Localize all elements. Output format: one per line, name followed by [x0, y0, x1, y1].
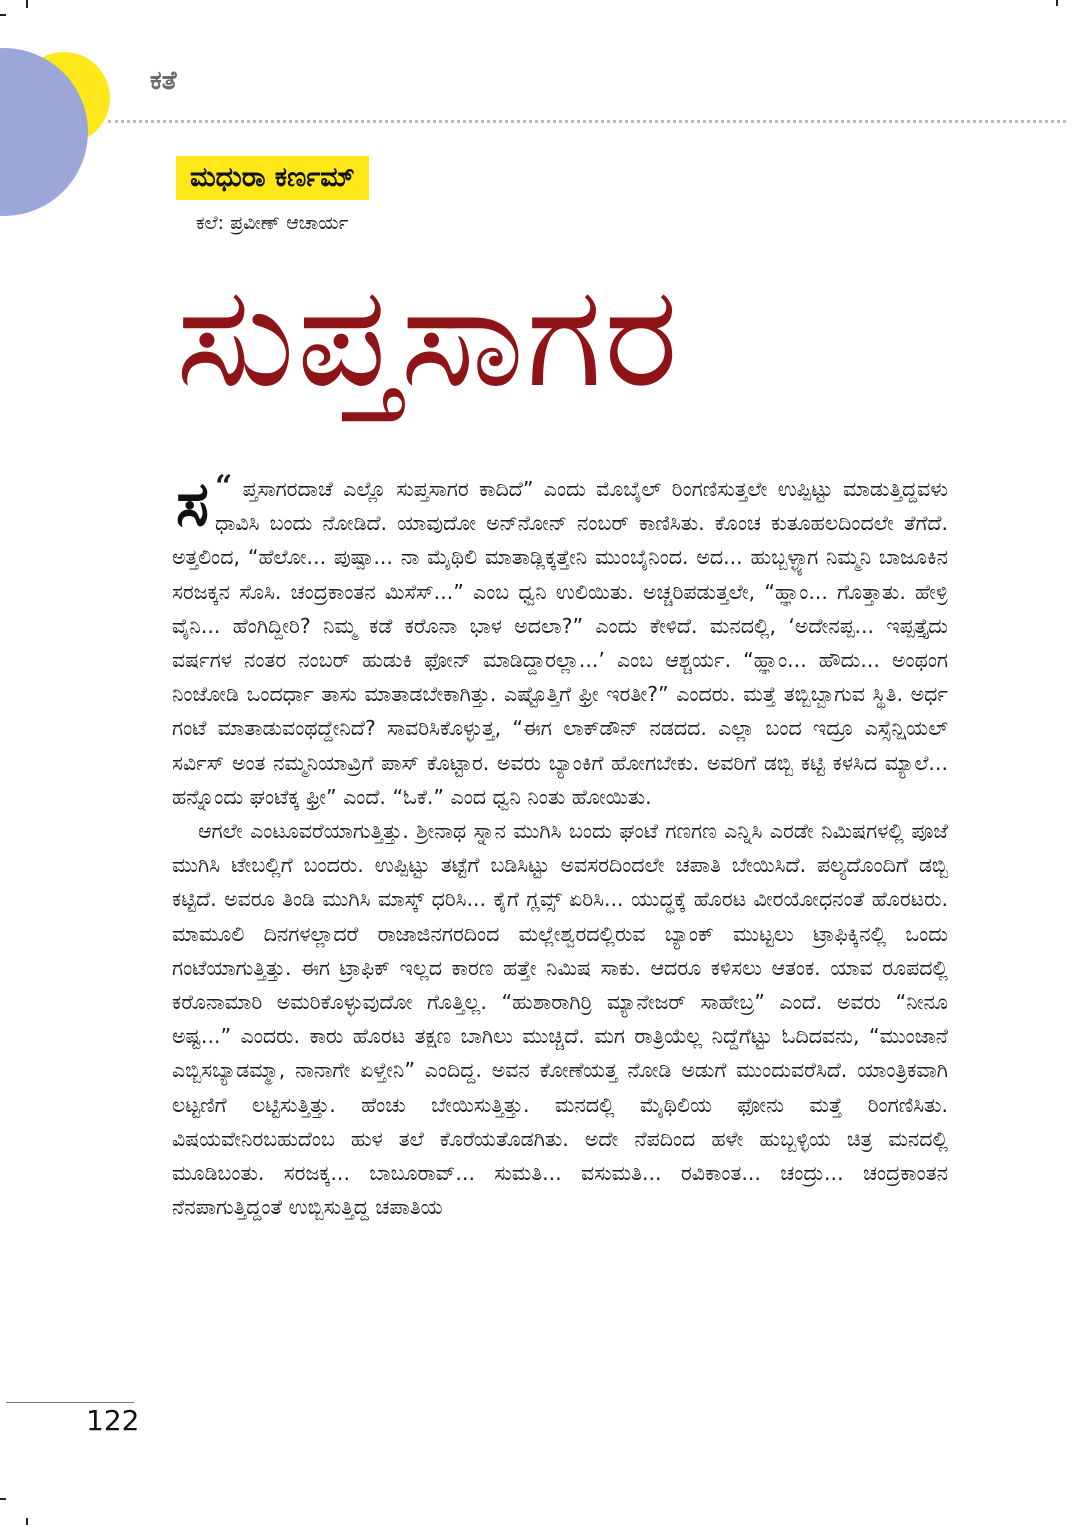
artist-credit: ಕಲೆ: ಪ್ರವೀಣ್ ಆಚಾರ್ಯ — [196, 212, 349, 234]
section-label: ಕತೆ — [150, 66, 177, 96]
crop-mark-top-right — [1056, 0, 1058, 6]
drop-cap: ಸ — [176, 467, 209, 540]
crop-mark-top — [26, 0, 28, 8]
page-number: 122 — [86, 1404, 140, 1437]
crop-mark-bottom — [26, 1518, 28, 1525]
paragraph-1 — [172, 467, 948, 814]
author-name: ಮಧುರಾ ಕರ್ಣಮ್ — [176, 156, 369, 200]
footer-rule — [6, 1402, 134, 1403]
story-body — [172, 467, 948, 1224]
opening-quote: “ — [214, 469, 233, 504]
story-title: ಸುಪ್ತಸಾಗರ — [176, 256, 681, 419]
crop-mark-bottom-left — [0, 1498, 6, 1500]
paragraph-2: ಆಗಲೇ ಎಂಟೂವರೆಯಾಗುತ್ತಿತ್ತು. ಶ್ರೀನಾಥ ಸ್ನಾನ ಮುಗಿಸಿ ಬಂದು ಘಂಟೆ ಗಣಗಣ ಎನ್ನಿಸಿ ಎರಡೇ ನಿಮಿಷಗಳಲ್ಲಿ ಪೂಜೆ ಮುಗಿಸಿ ಟೇಬಲ್ಲಿಗೆ ಬಂದರು. ಉಪ್ಪಿಟ್ಟು ತಟ್ಟೆಗೆ ಬಡಿಸಿಟ್ಟು ಅವಸರದಿಂದಲೇ ಚಪಾತಿ ಬೇಯಿಸಿದೆ. ಪಲ್ಯದೊಂದಿಗೆ ಡಬ್ಬಿ ಕಟ್ಟಿದೆ. ಅವರೂ ತಿಂಡಿ ಮುಗಿಸಿ ಮಾಸ್ಕ್ ಧರಿಸಿ... ಕೈಗೆ ಗ್ಲವ್ಸ್ ಏರಿಸಿ... ಯುದ್ಧಕ್ಕೆ ಹೊರಟ ವೀರಯೋಧನಂತೆ ಹೊರಟರು. ಮಾಮೂಲಿ ದಿನಗಳಲ್ಲಾದರೆ ರಾಜಾಜಿನಗರದಿಂದ ಮಲ್ಲೇಶ್ವರದಲ್ಲಿರುವ ಬ್ಯಾಂಕ್ ಮುಟ್ಟಲು ಟ್ರಾಫಿಕ್ಕಿನಲ್ಲಿ ಒಂದು ಗಂಟೆಯಾಗುತ್ತಿತ್ತು. ಈಗ ಟ್ರಾಫಿಕ್ ಇಲ್ಲದ ಕಾರಣ ಹತ್ತೇ ನಿಮಿಷ ಸಾಕು. ಆದರೂ ಕಳಿಸಲು ಆತಂಕ. ಯಾವ ರೂಪದಲ್ಲಿ ಕರೊನಾಮಾರಿ ಅಮರಿಕೊಳ್ಳುವುದೋ ಗೊತ್ತಿಲ್ಲ. “ಹುಶಾರಾಗಿರ್ರಿ ಮ್ಯಾನೇಜರ್ ಸಾಹೇಬ್ರ” ಎಂದೆ. ಅವರು “ನೀನೂ ಅಷ್ಟ...” ಎಂದರು. ಕಾರು ಹೊರಟ ತಕ್ಷಣ ಬಾಗಿಲು ಮುಚ್ಚಿದೆ. ಮಗ ರಾತ್ರಿಯೆಲ್ಲ ನಿದ್ದೆಗೆಟ್ಟು ಓದಿದವನು, “ಮುಂಜಾನೆ ಎಬ್ಬಿಸಬ್ಯಾಡಮ್ಮಾ, ನಾನಾಗೇ ಏಳ್ತೇನಿ” ಎಂದಿದ್ದ. ಅವನ ಕೋಣೆಯತ್ತ ನೋಡಿ ಅಡುಗೆ ಮುಂದುವರೆಸಿದೆ. ಯಾಂತ್ರಿಕವಾಗಿ ಲಟ್ಟಣಿಗೆ ಲಟ್ಟಿಸುತ್ತಿತ್ತು. ಹೆಂಚು ಬೇಯಿಸುತ್ತಿತ್ತು. ಮನದಲ್ಲಿ ಮೈಥಿಲಿಯ ಫೋನು ಮತ್ತೆ ರಿಂಗಣಿಸಿತು. ವಿಷಯವೇನಿರಬಹುದೆಂಬ ಹುಳ ತಲೆ ಕೊರೆಯತೊಡಗಿತು. ಅದೇ ನೆಪದಿಂದ ಹಳೇ ಹುಬ್ಬಳ್ಳಿಯ ಚಿತ್ರ ಮನದಲ್ಲಿ ಮೂಡಿಬಂತು. ಸರಜಕ್ಕ... ಬಾಬೂರಾವ್... ಸುಮತಿ... ವಸುಮತಿ... ರವಿಕಾಂತ... ಚಂದ್ರು... ಚಂದ್ರಕಾಂತನ ನೆನಪಾಗುತ್ತಿದ್ದಂತೆ ಉಬ್ಬಿಸುತ್ತಿದ್ದ ಚಪಾತಿಯ — [172, 819, 948, 1220]
decorative-circles — [0, 0, 200, 220]
header-divider — [108, 120, 1066, 123]
crop-mark-top-left — [0, 14, 6, 16]
paragraph-text: ಪ್ತಸಾಗರದಾಚೆ ಎಲ್ಲೊ ಸುಪ್ತಸಾಗರ ಕಾದಿದೆ” ಎಂದು ಮೊಬೈಲ್ ರಿಂಗಣಿಸುತ್ತಲೇ ಉಪ್ಪಿಟ್ಟು ಮಾಡುತ್ತಿದ್ದವಳು ಧಾವಿಸಿ ಬಂದು ನೋಡಿದೆ. ಯಾವುದೋ ಅನ್‌ನೋನ್ ನಂಬರ್ ಕಾಣಿಸಿತು. ಕೊಂಚ ಕುತೂಹಲದಿಂದಲೇ ತೆಗೆದೆ. ಅತ್ತಲಿಂದ, “ಹೆಲೋ... ಪುಷ್ಪಾ... ನಾ ಮೈಥಿಲಿ ಮಾತಾಡ್ಲಿಕ್ಕತ್ತೇನಿ ಮುಂಬೈನಿಂದ. ಅದ... ಹುಬ್ಬಳ್ಳ್ಯಾಗ ನಿಮ್ಮನಿ ಬಾಜೂಕಿನ ಸರಜಕ್ಕನ ಸೊಸಿ. ಚಂದ್ರಕಾಂತನ ಮಿಸೆಸ್...” ಎಂಬ ಧ್ವನಿ ಉಲಿಯಿತು. ಅಚ್ಚರಿಪಡುತ್ತಲೇ, “ಹ್ಞಾಂ... ಗೊತ್ತಾತು. ಹೇಳ್ರಿ ವೈನಿ... ಹೆಂಗಿದ್ದೀರಿ? ನಿಮ್ಮ ಕಡೆ ಕರೊನಾ ಭಾಳ ಅದಲಾ?” ಎಂದು ಕೇಳಿದೆ. ಮನದಲ್ಲಿ, ‘ಅದೇನಪ್ಪ... ಇಪ್ಪತ್ತೈದು ವರ್ಷಗಳ ನಂತರ ನಂಬರ್ ಹುಡುಕಿ ಫೋನ್ ಮಾಡಿದ್ದಾರಲ್ಲಾ...’ ಎಂಬ ಆಶ್ಚರ್ಯ. “ಹ್ಞಾಂ... ಹೌದು... ಅಂಥಂಗ ನಿಂಜೋಡಿ ಒಂದರ್ಧಾ ತಾಸು ಮಾತಾಡಬೇಕಾಗಿತ್ತು. ಎಷ್ಟೊತ್ತಿಗೆ ಫ್ರೀ ಇರತೀ?” ಎಂದರು. ಮತ್ತೆ ತಬ್ಬಿಬ್ಬಾಗುವ ಸ್ಥಿತಿ. ಅರ್ಧ ಗಂಟೆ ಮಾತಾಡುವಂಥದ್ದೇನಿದೆ? ಸಾವರಿಸಿಕೊಳ್ಳುತ್ತ, “ಈಗ ಲಾಕ್‌ಡೌನ್ ನಡದದ. ಎಲ್ಲಾ ಬಂದ ಇದ್ರೂ ಎಸ್ಸೆನ್ಷಿಯಲ್ ಸರ್ವಿಸ್ ಅಂತ ನಮ್ಮನಿಯಾವ್ರಿಗೆ ಪಾಸ್ ಕೊಟ್ಟಾರ. ಅವರು ಬ್ಯಾಂಕಿಗೆ ಹೋಗಬೇಕು. ಅವರಿಗೆ ಡಬ್ಬಿ ಕಟ್ಟಿ ಕಳಸಿದ ಮ್ಯಾಲೆ... ಹನ್ನೊಂದು ಘಂಟೆಕ್ಕ ಫ್ರೀ” ಎಂದೆ. “ಓಕೆ.” ಎಂದ ಧ್ವನಿ ನಿಂತು ಹೋಯಿತು. — [172, 477, 948, 809]
